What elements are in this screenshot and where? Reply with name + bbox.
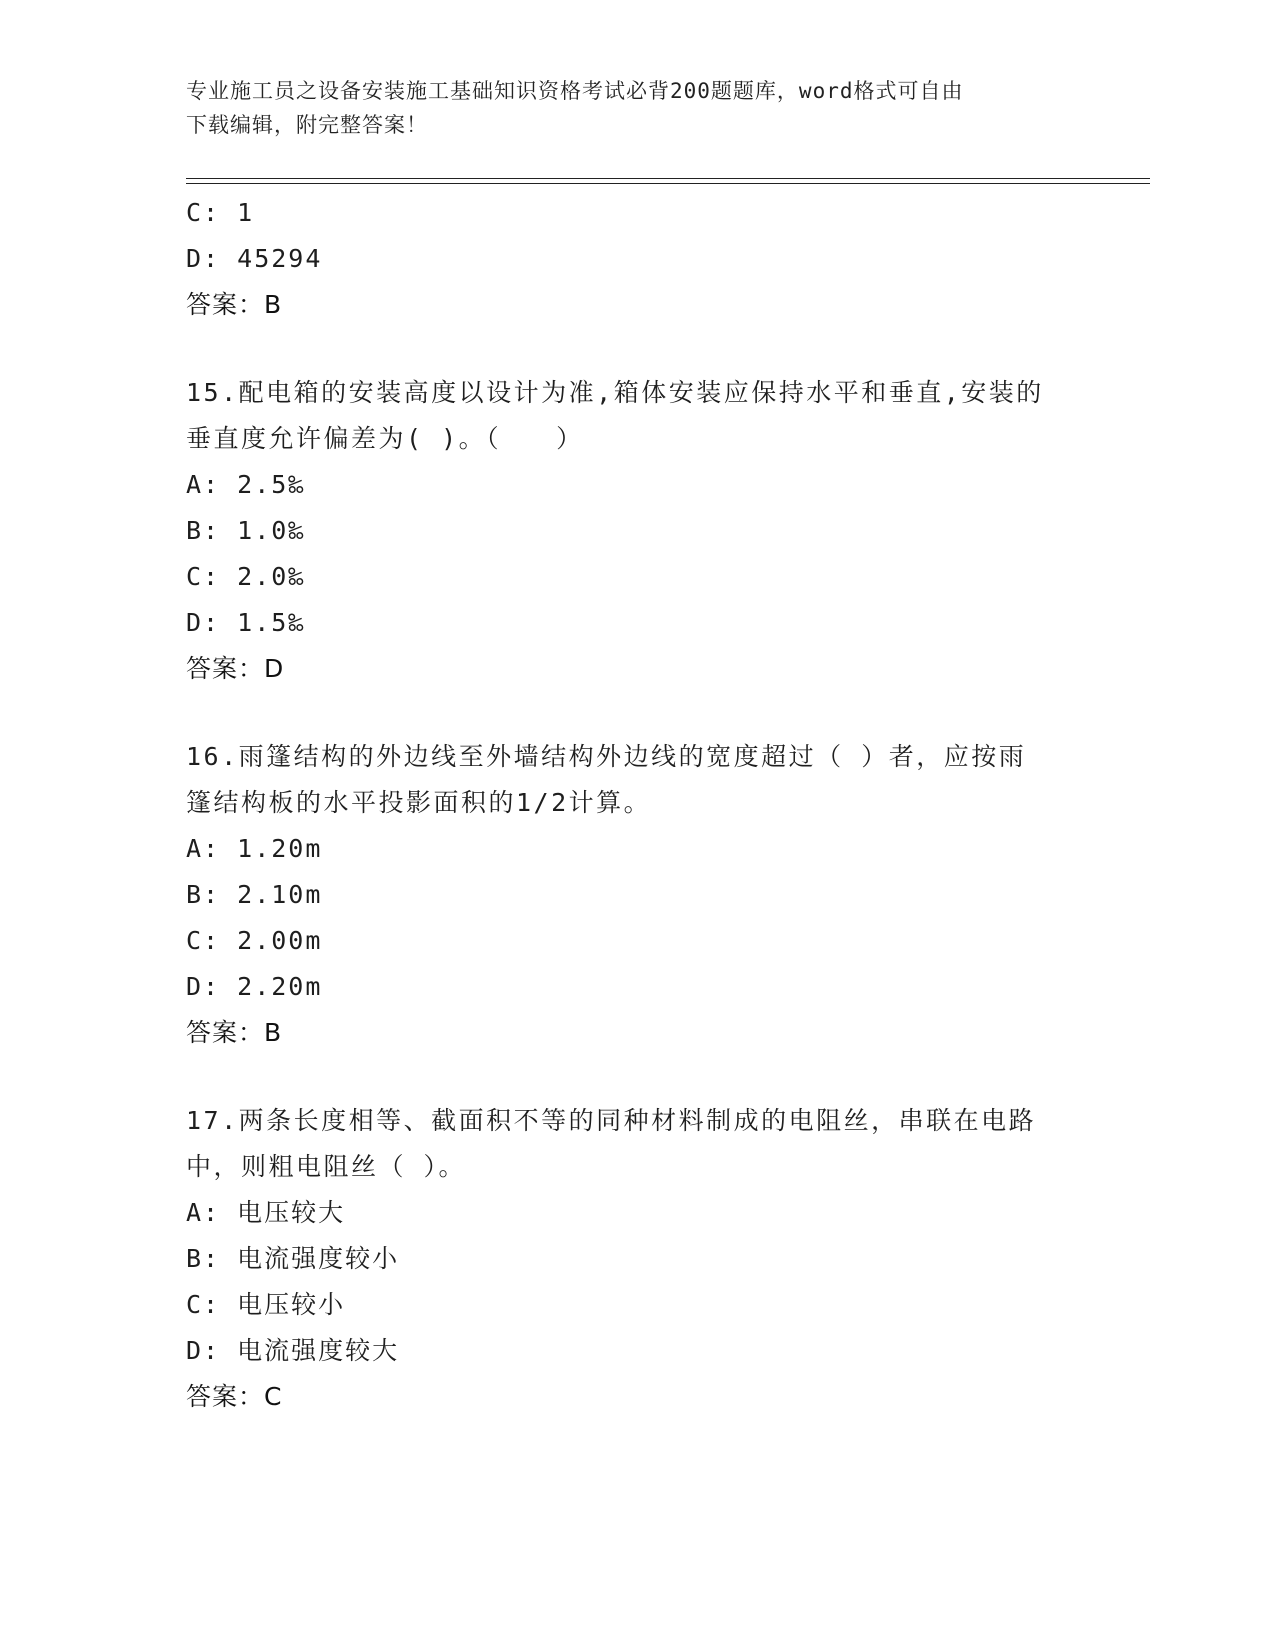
header-divider-bottom [186,183,1150,184]
header-title-line-2: 下载编辑，附完整答案！ [186,113,428,137]
answer-line: 答案：C [186,1382,283,1411]
option-b: B: 2.10m [186,880,323,909]
document-header [186,74,1086,142]
spacer [186,1056,1086,1098]
question-17 [186,1098,1086,1420]
option-c: C: 2.00m [186,926,323,955]
option-d: D: 1.5‰ [186,608,306,637]
question-text-line-2: 中，则粗电阻丝（ ）。 [186,1152,467,1181]
question-15 [186,370,1086,692]
option-b: B: 电流强度较小 [186,1244,400,1273]
option-c: C: 2.0‰ [186,562,306,591]
option-a: A: 1.20m [186,834,323,863]
option-c: C: 电压较小 [186,1290,346,1319]
answer-line: 答案：B [186,290,283,319]
question-text-line-2: 篷结构板的水平投影面积的1/2计算。 [186,788,652,817]
answer-line: 答案：D [186,654,285,683]
question-text-line-1: 17.两条长度相等、截面积不等的同种材料制成的电阻丝，串联在电路 [186,1106,1037,1135]
option-b: B: 1.0‰ [186,516,306,545]
option-a: A: 电压较大 [186,1198,346,1227]
option-d: D: 2.20m [186,972,323,1001]
spacer [186,692,1086,734]
header-divider-top [186,178,1150,179]
question-text-line-1: 15.配电箱的安装高度以设计为准,箱体安装应保持水平和垂直,安装的 [186,378,1044,407]
previous-question-tail [186,190,1086,328]
option-c: C: 1 [186,198,255,227]
option-d: D: 电流强度较大 [186,1336,400,1365]
spacer [186,328,1086,370]
question-text-line-2: 垂直度允许偏差为( )。（ ） [186,424,584,453]
question-list [186,190,1086,1420]
header-title-line-1: 专业施工员之设备安装施工基础知识资格考试必背200题题库，word格式可自由 [186,79,964,103]
option-a: A: 2.5‰ [186,470,306,499]
option-d: D: 45294 [186,244,323,273]
question-16 [186,734,1086,1056]
question-text-line-1: 16.雨篷结构的外边线至外墙结构外边线的宽度超过（ ）者，应按雨 [186,742,1027,771]
answer-line: 答案：B [186,1018,283,1047]
